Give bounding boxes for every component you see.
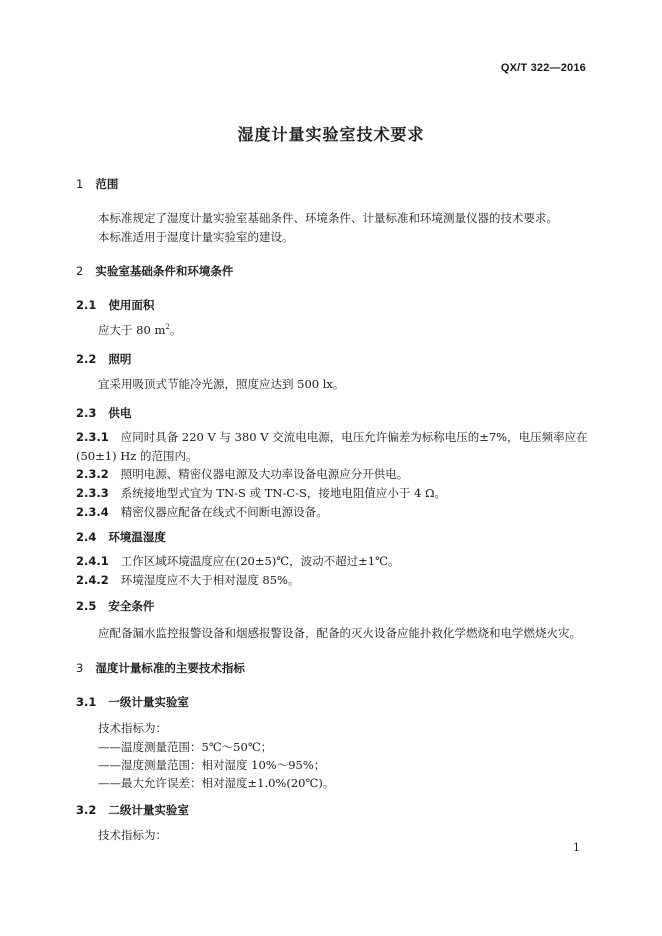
section-1-paragraph-2: 本标准适用于湿度计量实验室的建设。 (98, 230, 294, 244)
section-2-5-text: 应配备漏水监控报警设备和烟感报警设备，配备的灭火设备应能扑救化学燃烧和电学燃烧火灾。 (98, 626, 581, 640)
clause-text: 工作区域环境温度应在(20±5)℃，波动不超过±1℃。 (120, 554, 400, 568)
section-3-1-heading (76, 694, 189, 710)
clause-text: 系统接地型式宜为 TN-S 或 TN-C-S，接地电阻值应小于 4 Ω。 (120, 486, 447, 500)
section-number: 2 (76, 264, 84, 278)
clause-2-3-3 (76, 485, 446, 501)
section-number: 2.4 (76, 530, 97, 544)
section-number: 1 (76, 177, 84, 191)
section-3-heading (76, 660, 245, 676)
section-title: 二级计量实验室 (108, 803, 189, 817)
clause-number: 2.3.3 (76, 486, 109, 500)
section-3-2-intro: 技术指标为： (98, 828, 167, 842)
clause-2-4-2 (76, 572, 299, 588)
section-title: 环境温湿度 (108, 530, 166, 544)
clause-number: 2.3.2 (76, 467, 109, 481)
clause-2-3-1 (76, 428, 588, 466)
clause-text: 照明电源、精密仪器电源及大功率设备电源应分开供电。 (120, 467, 409, 481)
section-2-3-heading (76, 405, 131, 421)
list-item: ——最大允许误差：相对湿度±1.0%(20℃)。 (98, 776, 335, 790)
section-2-2-heading (76, 351, 131, 367)
section-number: 2.3 (76, 406, 97, 420)
section-title: 湿度计量标准的主要技术指标 (95, 661, 245, 675)
section-title: 实验室基础条件和环境条件 (95, 264, 234, 278)
section-title: 供电 (108, 406, 132, 420)
section-number: 3 (76, 661, 84, 675)
clause-text: 精密仪器应配备在线式不间断电源设备。 (120, 505, 328, 519)
section-2-1-text (98, 322, 181, 338)
section-2-heading (76, 263, 233, 279)
area-text-end: 。 (169, 323, 182, 337)
clause-number: 2.4.1 (76, 554, 109, 568)
section-title: 一级计量实验室 (108, 695, 189, 709)
clause-2-3-2 (76, 466, 408, 482)
section-title: 安全条件 (108, 599, 155, 613)
section-title: 照明 (108, 352, 132, 366)
clause-2-4-1 (76, 553, 400, 569)
section-number: 2.5 (76, 599, 97, 613)
standard-code: QX/T 322—2016 (500, 62, 586, 74)
list-item: ——湿度测量范围：相对湿度 10%～95%； (98, 758, 326, 772)
section-number: 2.2 (76, 352, 97, 366)
section-number: 3.2 (76, 803, 97, 817)
section-2-1-heading (76, 297, 154, 313)
area-text: 应大于 80 m (98, 323, 166, 337)
section-3-1-intro: 技术指标为： (98, 721, 167, 735)
section-2-2-text: 宜采用吸顶式节能冷光源，照度应达到 500 lx。 (98, 377, 345, 391)
clause-number: 2.3.4 (76, 505, 109, 519)
section-3-2-heading (76, 802, 189, 818)
superscript: 2 (165, 323, 170, 332)
page-number: 1 (573, 841, 580, 854)
document-title: 湿度计量实验室技术要求 (237, 125, 425, 144)
section-number: 3.1 (76, 695, 97, 709)
section-number: 2.1 (76, 298, 97, 312)
list-item: ——温度测量范围：5℃～50℃； (98, 740, 273, 754)
section-1-heading (76, 176, 118, 192)
section-2-4-heading (76, 529, 166, 545)
clause-text: 环境湿度应不大于相对湿度 85%。 (120, 573, 300, 587)
section-1-paragraph-1: 本标准规定了湿度计量实验室基础条件、环境条件、计量标准和环境测量仪器的技术要求。 (98, 211, 558, 225)
section-title: 范围 (95, 177, 119, 191)
section-2-5-heading (76, 598, 154, 614)
clause-text: 应同时具备 220 V 与 380 V 交流电电源，电压允许偏差为标称电压的±7%，电压频率应在(50±1) Hz 的范围内。 (76, 430, 588, 463)
clause-2-3-4 (76, 504, 328, 520)
clause-number: 2.3.1 (76, 430, 109, 444)
section-title: 使用面积 (108, 298, 155, 312)
clause-number: 2.4.2 (76, 573, 109, 587)
